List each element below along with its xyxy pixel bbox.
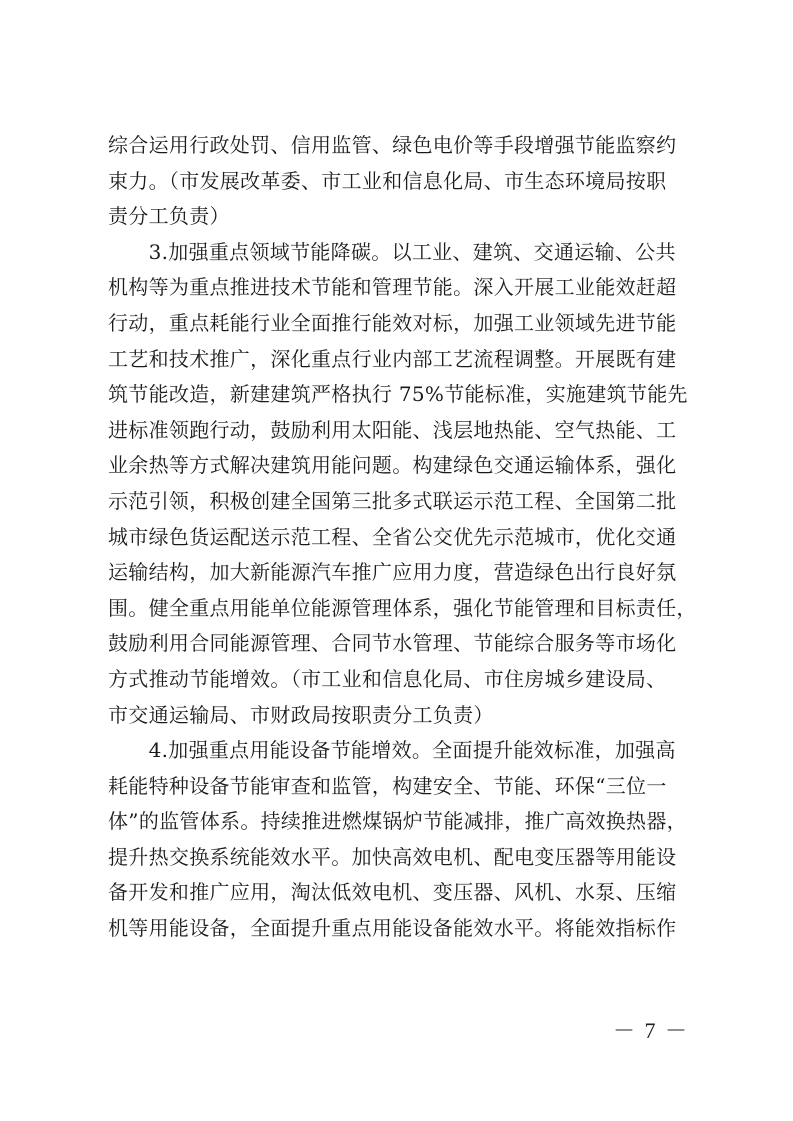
paragraph xyxy=(108,235,708,733)
text-line: 综合运用行政处罚、信用监管、绿色电价等手段增强节能监察约 xyxy=(108,133,677,157)
text-line: 3.加强重点领域节能降碳。以工业、建筑、交通运输、公共 xyxy=(108,239,676,264)
text-line: 示范引领，积极创建全国第三批多式联运示范工程、全国第二批 xyxy=(108,488,677,513)
body-text xyxy=(108,128,708,947)
text-line: 备开发和推广应用，淘汰低效电机、变压器、风机、水泵、压缩 xyxy=(108,880,677,905)
text-line: 束力。（市发展改革委、市工业和信息化局、市生态环境局按职 xyxy=(108,168,667,193)
page-number: － 7 － xyxy=(612,1018,689,1043)
text-line: 机构等为重点推进技术节能和管理节能。深入开展工业能效赶超 xyxy=(108,275,677,300)
text-line: 城市绿色货运配送示范工程、全省公交优先示范城市，优化交通 xyxy=(108,524,677,549)
text-line: 耗能特种设备节能审查和监管，构建安全、节能、环保“三位一 xyxy=(108,773,667,798)
text-line: 行动，重点耗能行业全面推行能效对标，加强工业领域先进节能 xyxy=(108,310,677,335)
text-line: 围。健全重点用能单位能源管理体系，强化节能管理和目标责任， xyxy=(108,595,697,620)
text-line: 进标准领跑行动，鼓励利用太阳能、浅层地热能、空气热能、工 xyxy=(108,417,677,442)
text-line: 责分工负责） xyxy=(108,204,230,229)
text-line: 鼓励利用合同能源管理、合同节水管理、节能综合服务等市场化 xyxy=(108,631,677,656)
text-line: 工艺和技术推广，深化重点行业内部工艺流程调整。开展既有建 xyxy=(108,346,677,371)
text-line: 机等用能设备，全面提升重点用能设备能效水平。将能效指标作 xyxy=(108,916,677,941)
paragraph xyxy=(108,733,708,947)
text-line: 筑节能改造，新建建筑严格执行 75%节能标准，实施建筑节能先 xyxy=(108,382,688,407)
paragraph xyxy=(108,128,708,235)
text-line: 提升热交换系统能效水平。加快高效电机、配电变压器等用能设 xyxy=(108,844,677,869)
text-line: 方式推动节能增效。（市工业和信息化局、市住房城乡建设局、 xyxy=(108,666,667,691)
text-line: 4.加强重点用能设备节能增效。全面提升能效标准，加强高 xyxy=(108,738,676,763)
text-line: 体”的监管体系。持续推进燃煤锅炉节能减排，推广高效换热器， xyxy=(108,809,687,834)
text-line: 业余热等方式解决建筑用能问题。构建绿色交通运输体系，强化 xyxy=(108,453,677,478)
text-line: 市交通运输局、市财政局按职责分工负责） xyxy=(108,702,494,727)
text-line: 运输结构，加大新能源汽车推广应用力度，营造绿色出行良好氛 xyxy=(108,560,677,585)
